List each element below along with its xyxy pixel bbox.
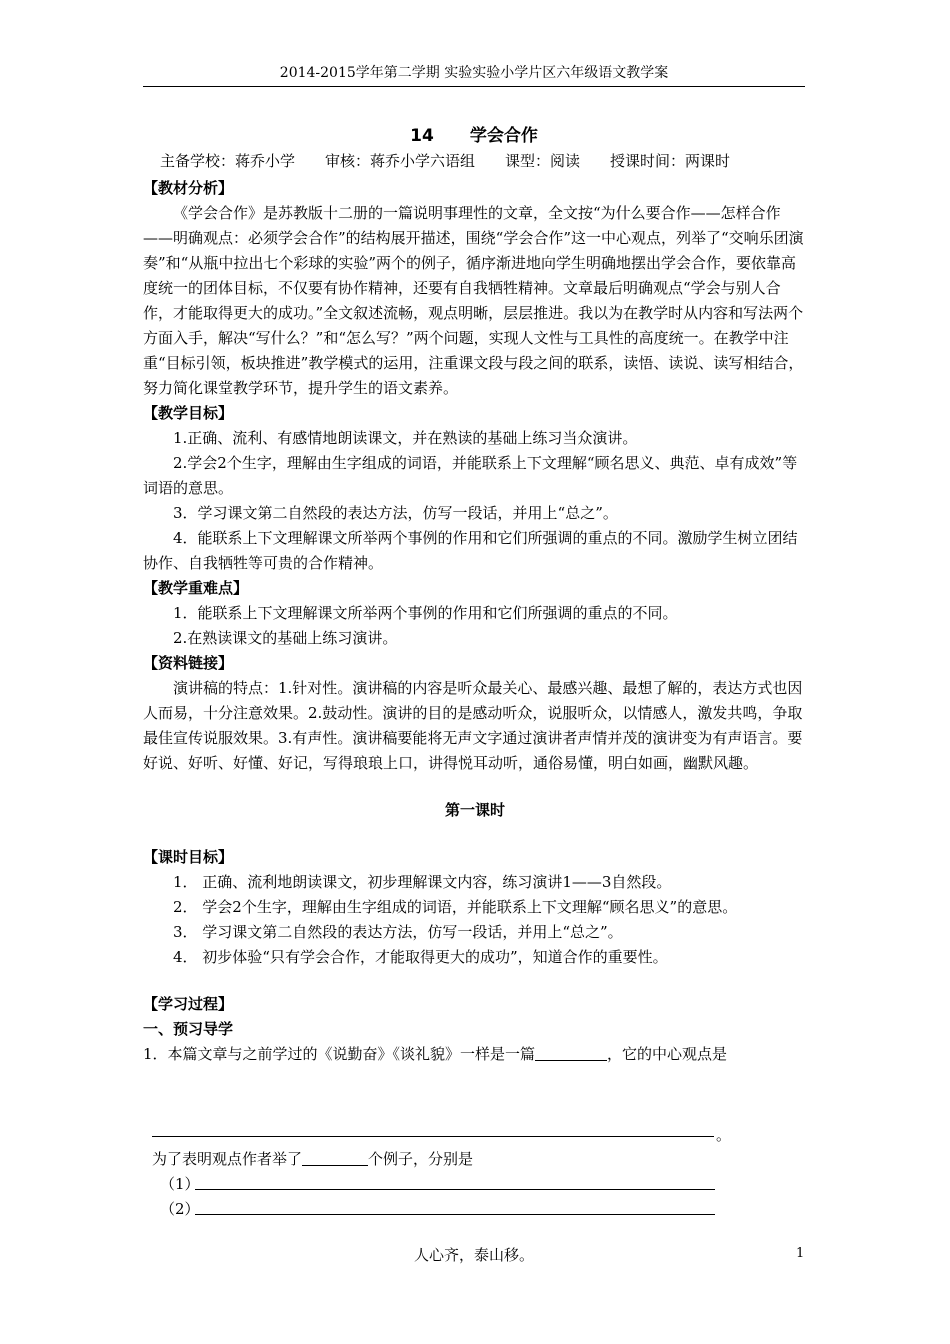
lesson-info (160, 150, 820, 172)
answer-blank[interactable] (302, 1149, 368, 1166)
question-1 (143, 1042, 807, 1067)
content-body (143, 176, 807, 1067)
question-2-text-b: 个例子，分别是 (368, 1150, 474, 1168)
page-number: 1 (796, 1246, 805, 1261)
goal-item: 1.正确、流利、有感情地朗读课文，并在熟读的基础上练习当众演讲。 (173, 429, 638, 447)
question-2 (152, 1147, 473, 1172)
answer-blank[interactable] (535, 1044, 607, 1061)
question-2-text: 为了表明观点作者举了 (152, 1150, 303, 1168)
option-2-label: （2） (160, 1200, 200, 1218)
key-point-item: 2.在熟读课文的基础上练习演讲。 (173, 629, 398, 647)
option-1-label: （1） (160, 1175, 200, 1193)
answer-line[interactable] (195, 1189, 715, 1190)
period-goal-item: 4． 初步体验“只有学会合作，才能取得更大的成功”，知道合作的重要性。 (173, 948, 668, 966)
key-point-item: 1．能联系上下文理解课文所举两个事例的作用和它们所强调的重点的不同。 (173, 604, 678, 622)
section-heading-key-points: 【教学重难点】 (143, 579, 249, 597)
question-1-text: 1．本篇文章与之前学过的《说勤奋》《谈礼貌》一样是一篇 (143, 1045, 536, 1063)
subsection-preview: 一、预习导学 (143, 1020, 234, 1038)
section-heading-analysis: 【教材分析】 (143, 179, 234, 197)
lesson-title (143, 124, 805, 148)
section-heading-period-goals: 【课时目标】 (143, 848, 234, 866)
goal-item: 3．学习课文第二自然段的表达方法，仿写一段话，并用上“总之”。 (173, 504, 618, 522)
info-time: 授课时间：两课时 (610, 152, 731, 170)
lesson-one-heading: 第一课时 (444, 801, 505, 819)
info-school: 主备学校：蒋乔小学 (160, 152, 296, 170)
section-heading-goals: 【教学目标】 (143, 404, 234, 422)
answer-line[interactable] (195, 1214, 715, 1215)
analysis-paragraph: 《学会合作》是苏教版十二册的一篇说明事理性的文章，全文按“为什么要合作——怎样合作——明确观点：必须学会合作”的结构展开描述，围绕“学会合作”这一中心观点，列举了“交响乐团演奏”和“从瓶中拉出七个彩球的实验”两个的例子，循序渐进地向学生明确地摆出学会合作，要依靠高度统一的团体目标，不仅要有协作精神，还要有自我牺牲精神。文章最后明确观点“学会与别人合作，才能取得更大的成功。”全文叙述流畅，观点明晰，层层推进。我以为在教学时从内容和写法两个方面入手，解决“写什么？”和“怎么写？”两个问题，实现人文性与工具性的高度统一。在教学中注重“目标引领，板块推进”教学模式的运用，注重课文段与段之间的联系，读悟、读说、读写相结合，努力简化课堂教学环节，提升学生的语文素养。 (143, 204, 804, 397)
lesson-number: 14 (410, 126, 434, 146)
lesson-title-text: 学会合作 (469, 126, 538, 146)
section-heading-resources: 【资料链接】 (143, 654, 234, 672)
resource-paragraph: 演讲稿的特点：1.针对性。演讲稿的内容是听众最关心、最感兴趣、最想了解的，表达方式也因人而易，十分注意效果。2.鼓动性。演讲的目的是感动听众，说服听众，以情感人，激发共鸣，争取最佳宣传说服效果。3.有声性。演讲稿要能将无声文字通过演讲者声情并茂的演讲变为有声语言。要好说、好听、好懂、好记，写得琅琅上口，讲得悦耳动听，通俗易懂，明白如画，幽默风趣。 (143, 679, 803, 772)
period-goal-item: 1． 正确、流利地朗读课文，初步理解课文内容，练习演讲1——3自然段。 (173, 873, 672, 891)
footer-motto: 人心齐，泰山移。 (413, 1246, 534, 1264)
question-1-text-b: ，它的中心观点是 (607, 1045, 728, 1063)
answer-line[interactable] (152, 1136, 714, 1137)
goal-item: 4．能联系上下文理解课文所举两个事例的作用和它们所强调的重点的不同。激励学生树立团结协作、自我牺牲等可贵的合作精神。 (143, 529, 798, 572)
period-goal-item: 3． 学习课文第二自然段的表达方法，仿写一段话，并用上“总之”。 (173, 923, 623, 941)
goal-item: 2.学会2个生字，理解由生字组成的词语，并能联系上下文理解“顾名思义、典范、卓有成效”等词语的意思。 (143, 454, 798, 497)
page-header: 2014-2015学年第二学期 实验实验小学片区六年级语文教学案 (279, 65, 669, 81)
info-review: 审核：蒋乔小学六语组 (325, 152, 476, 170)
info-type: 课型：阅读 (505, 152, 581, 170)
period-goal-item: 2． 学会2个生字，理解由生字组成的词语，并能联系上下文理解“顾名思义”的意思。 (173, 898, 738, 916)
header-rule (143, 86, 805, 87)
question-1-end: 。 (716, 1126, 732, 1144)
section-heading-process: 【学习过程】 (143, 995, 234, 1013)
